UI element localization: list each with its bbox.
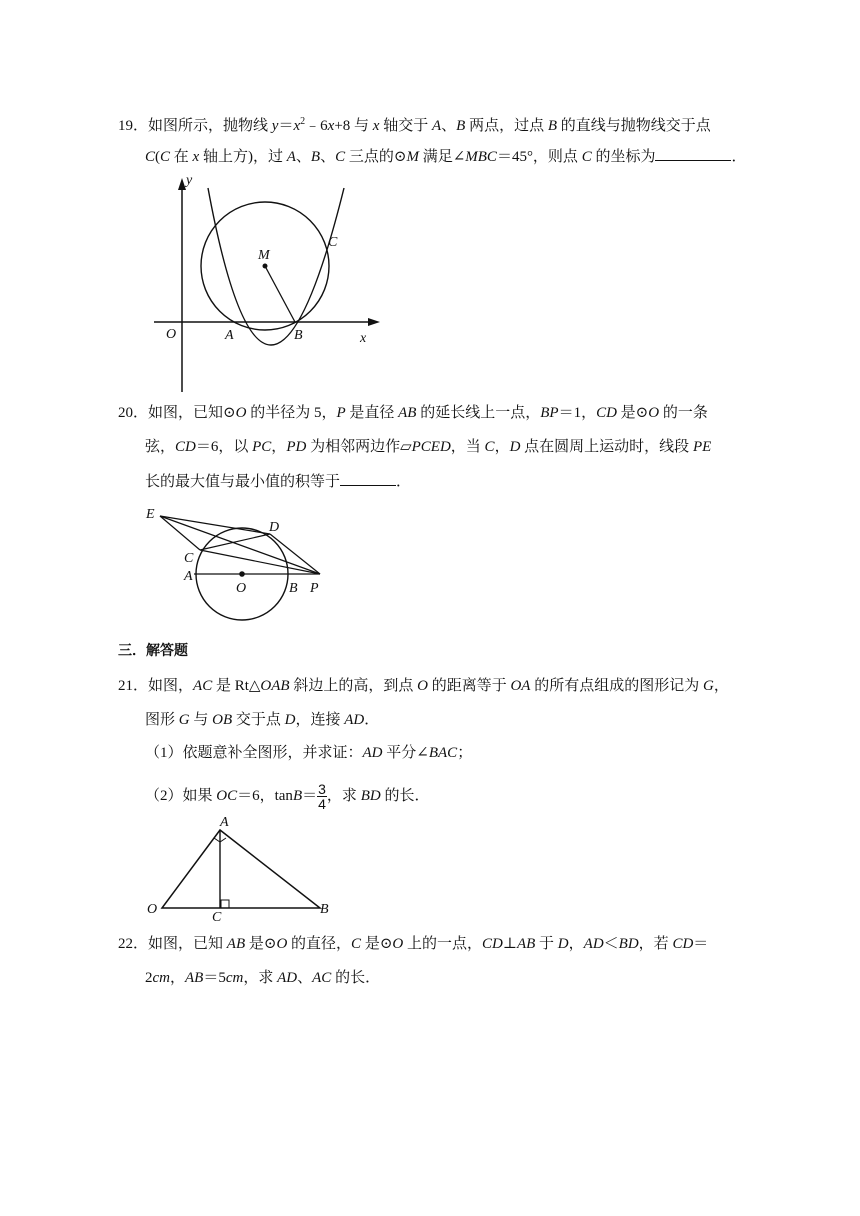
- right-angle-c: [221, 900, 229, 908]
- q22-text: ，: [170, 970, 186, 986]
- var-C: C: [335, 149, 346, 165]
- q21-text: 图形: [145, 712, 179, 728]
- label-a: A: [225, 328, 234, 343]
- label-d: D: [269, 520, 280, 535]
- q20-figure: [142, 500, 332, 626]
- q21-text: ；: [457, 745, 473, 761]
- numerator: 3: [318, 781, 326, 798]
- q22-text: ⊥: [502, 936, 517, 952]
- var-D: D: [509, 439, 521, 455]
- label-x: x: [360, 331, 367, 346]
- answer-blank[interactable]: [655, 146, 731, 161]
- var-AC: AC: [193, 678, 213, 694]
- q21-text: ＝: [302, 788, 318, 804]
- var-AB: AB: [185, 970, 204, 986]
- label-o: O: [147, 902, 158, 917]
- q19-text: ＝: [278, 118, 294, 134]
- q22-text: 是⊙: [361, 936, 393, 952]
- q20-line-3: [145, 471, 411, 492]
- label-m: M: [258, 248, 270, 263]
- var-O: O: [648, 405, 660, 421]
- q20-text: ，: [494, 439, 510, 455]
- q20-text: 的延长线上一点，: [416, 405, 541, 421]
- var-O: O: [235, 405, 247, 421]
- q20-text: 的一条: [659, 405, 708, 421]
- point-m: [263, 264, 268, 269]
- q22-text: 的直径，: [287, 936, 352, 952]
- var-CD: CD: [672, 936, 694, 952]
- var-D: D: [284, 712, 296, 728]
- var-G: G: [178, 712, 190, 728]
- q22-line-1: [118, 934, 708, 954]
- q21-text: 斜边上的高，到点: [289, 678, 418, 694]
- q20-line-2: [145, 437, 711, 457]
- q19-text: 的直线与抛物线交于点: [557, 118, 711, 134]
- q21-text: ．: [364, 712, 380, 728]
- label-c: C: [212, 910, 222, 922]
- var-AD: AD: [344, 712, 365, 728]
- q22-text: ，: [568, 936, 584, 952]
- x-axis-arrow: [368, 318, 380, 326]
- q20-text: 是⊙: [616, 405, 649, 421]
- label-c: C: [328, 235, 338, 250]
- q19-text: 、: [320, 149, 336, 165]
- fraction-three-quarters: [317, 782, 327, 811]
- var-M: M: [406, 149, 419, 165]
- q20-line-1: [118, 403, 708, 423]
- q21-text: （1）依题意补全图形，并求证：: [145, 745, 363, 761]
- var-x: x: [372, 118, 380, 134]
- q19-text: (: [155, 149, 161, 165]
- var-PCED: PCED: [411, 439, 451, 455]
- q21-part-2: [145, 780, 429, 812]
- var-AD: AD: [277, 970, 298, 986]
- segment-dp: [270, 534, 320, 574]
- label-a: A: [220, 815, 229, 830]
- segment-mb: [265, 266, 295, 322]
- q19-text: ﹣6: [305, 118, 328, 134]
- q19-text: ．: [731, 149, 747, 165]
- q21-text: ，求: [326, 788, 361, 804]
- section-title: 三．解答题: [118, 643, 188, 659]
- q19-text: 、: [295, 149, 311, 165]
- q20-text: ＝6，以: [195, 439, 253, 455]
- q21-text: 的长．: [380, 788, 430, 804]
- var-OA: OA: [510, 678, 531, 694]
- q21-number: 21．: [118, 678, 149, 694]
- label-o: O: [236, 581, 247, 596]
- q22-text: ＜: [603, 936, 619, 952]
- var-OC: OC: [216, 788, 238, 804]
- segment-ed: [160, 516, 270, 534]
- label-e: E: [146, 507, 155, 522]
- label-b: B: [294, 328, 303, 343]
- unit-cm: cm: [225, 970, 244, 986]
- var-O: O: [276, 936, 288, 952]
- var-O: O: [417, 678, 428, 694]
- q21-text: 是 Rt△: [212, 678, 261, 694]
- var-O: O: [392, 936, 404, 952]
- q19-text: 三点的⊙: [345, 149, 407, 165]
- label-c: C: [184, 551, 194, 566]
- var-C: C: [145, 149, 156, 165]
- var-x: x: [327, 118, 335, 134]
- var-AD: AD: [583, 936, 604, 952]
- q20-number: 20．: [118, 405, 149, 421]
- var-x: x: [192, 149, 200, 165]
- q22-text: ＝: [693, 936, 709, 952]
- var-OB: OB: [212, 712, 233, 728]
- q22-text: 是⊙: [245, 936, 277, 952]
- q21-text: 平分∠: [382, 745, 429, 761]
- q21-text: 如图，: [148, 678, 194, 694]
- q22-text: 上的一点，: [403, 936, 482, 952]
- segment-cd: [200, 534, 270, 550]
- var-A: A: [431, 118, 442, 134]
- var-CD: CD: [175, 439, 196, 455]
- var-y: y: [271, 118, 279, 134]
- var-C: C: [160, 149, 171, 165]
- label-y: y: [186, 173, 193, 188]
- q19-text: 、: [441, 118, 457, 134]
- var-D: D: [557, 936, 569, 952]
- q21-text: ＝6，tan: [237, 788, 293, 804]
- var-G: G: [702, 678, 714, 694]
- var-AB: AB: [226, 936, 246, 952]
- q22-text: 于: [535, 936, 558, 952]
- var-BAC: BAC: [428, 745, 458, 761]
- var-B: B: [456, 118, 466, 134]
- q19-text: +8 与: [334, 118, 373, 134]
- label-a: A: [184, 569, 193, 584]
- q19-line-2: [145, 146, 746, 167]
- var-C: C: [484, 439, 495, 455]
- q21-figure: [142, 812, 342, 922]
- y-axis-arrow: [178, 178, 186, 190]
- q20-text: 长的最大值与最小值的积等于: [145, 474, 341, 490]
- q21-text: ，: [713, 678, 729, 694]
- q21-line-1: [118, 676, 729, 696]
- var-PD: PD: [286, 439, 307, 455]
- q22-number: 22．: [118, 936, 149, 952]
- q21-text: 交于点: [232, 712, 285, 728]
- var-PC: PC: [252, 439, 272, 455]
- var-B: B: [547, 118, 558, 134]
- exponent: 2: [300, 116, 306, 127]
- denominator: 4: [318, 796, 326, 813]
- q20-text: ，当: [450, 439, 485, 455]
- q21-text: 的距离等于: [427, 678, 511, 694]
- q22-text: 2: [145, 970, 153, 986]
- var-AC: AC: [312, 970, 332, 986]
- label-b: B: [289, 581, 298, 596]
- q20-text: ．: [396, 474, 412, 490]
- unit-cm: cm: [152, 970, 170, 986]
- q20-text: 是直径: [345, 405, 399, 421]
- q21-text: （2）如果: [145, 788, 217, 804]
- q20-text: 如图，已知⊙: [148, 405, 236, 421]
- q22-text: ＝5: [203, 970, 226, 986]
- q22-text: 的长．: [331, 970, 381, 986]
- q19-text: 如图所示，抛物线: [148, 118, 272, 134]
- q22-text: 如图，已知: [148, 936, 227, 952]
- var-C: C: [351, 936, 362, 952]
- var-x: x: [293, 118, 301, 134]
- q19-text: 在: [170, 149, 193, 165]
- q20-text: ，: [271, 439, 287, 455]
- q22-text: 、: [297, 970, 313, 986]
- var-MBC: MBC: [465, 149, 497, 165]
- q21-text: 的所有点组成的图形记为: [530, 678, 703, 694]
- q19-number: 19．: [118, 118, 149, 134]
- q22-text: ，若: [638, 936, 673, 952]
- q19-line-1: [118, 112, 711, 136]
- var-P: P: [336, 405, 346, 421]
- q20-text: 弦，: [145, 439, 176, 455]
- q20-text: ＝1，: [558, 405, 597, 421]
- q21-text: 与: [189, 712, 213, 728]
- var-BD: BD: [360, 788, 381, 804]
- q19-text: 轴交于: [379, 118, 432, 134]
- q22-text: ，求: [243, 970, 278, 986]
- q21-line-2: [145, 710, 379, 730]
- q20-text: 为相邻两边作▱: [306, 439, 412, 455]
- q21-part-1: [145, 743, 472, 763]
- label-p: P: [310, 581, 319, 596]
- q19-figure: [148, 172, 388, 397]
- var-AB: AB: [398, 405, 417, 421]
- q19-text: 两点，过点: [465, 118, 548, 134]
- var-AB: AB: [516, 936, 536, 952]
- q19-text: 满足∠: [418, 149, 466, 165]
- triangle-oab: [162, 830, 320, 908]
- q21-text: ，连接: [295, 712, 345, 728]
- q20-text: 的半径为 5，: [246, 405, 337, 421]
- var-AD: AD: [362, 745, 383, 761]
- var-BD: BD: [618, 936, 639, 952]
- point-o: [239, 571, 245, 577]
- var-PE: PE: [692, 439, 712, 455]
- label-b: B: [320, 902, 329, 917]
- var-CD: CD: [596, 405, 617, 421]
- q20-text: 点在圆周上运动时，线段: [520, 439, 693, 455]
- q19-text: ＝45°，则点: [496, 149, 582, 165]
- var-C: C: [581, 149, 592, 165]
- answer-blank[interactable]: [340, 471, 396, 486]
- var-BP: BP: [540, 405, 559, 421]
- var-CD: CD: [482, 936, 503, 952]
- q19-text: 的坐标为: [591, 149, 656, 165]
- q19-text: 轴上方)，过: [199, 149, 287, 165]
- var-B: B: [310, 149, 321, 165]
- label-o: O: [166, 327, 177, 342]
- var-A: A: [286, 149, 296, 165]
- q22-line-2: [145, 968, 380, 988]
- var-OAB: OAB: [260, 678, 290, 694]
- var-B: B: [292, 788, 303, 804]
- segment-cp: [200, 550, 320, 574]
